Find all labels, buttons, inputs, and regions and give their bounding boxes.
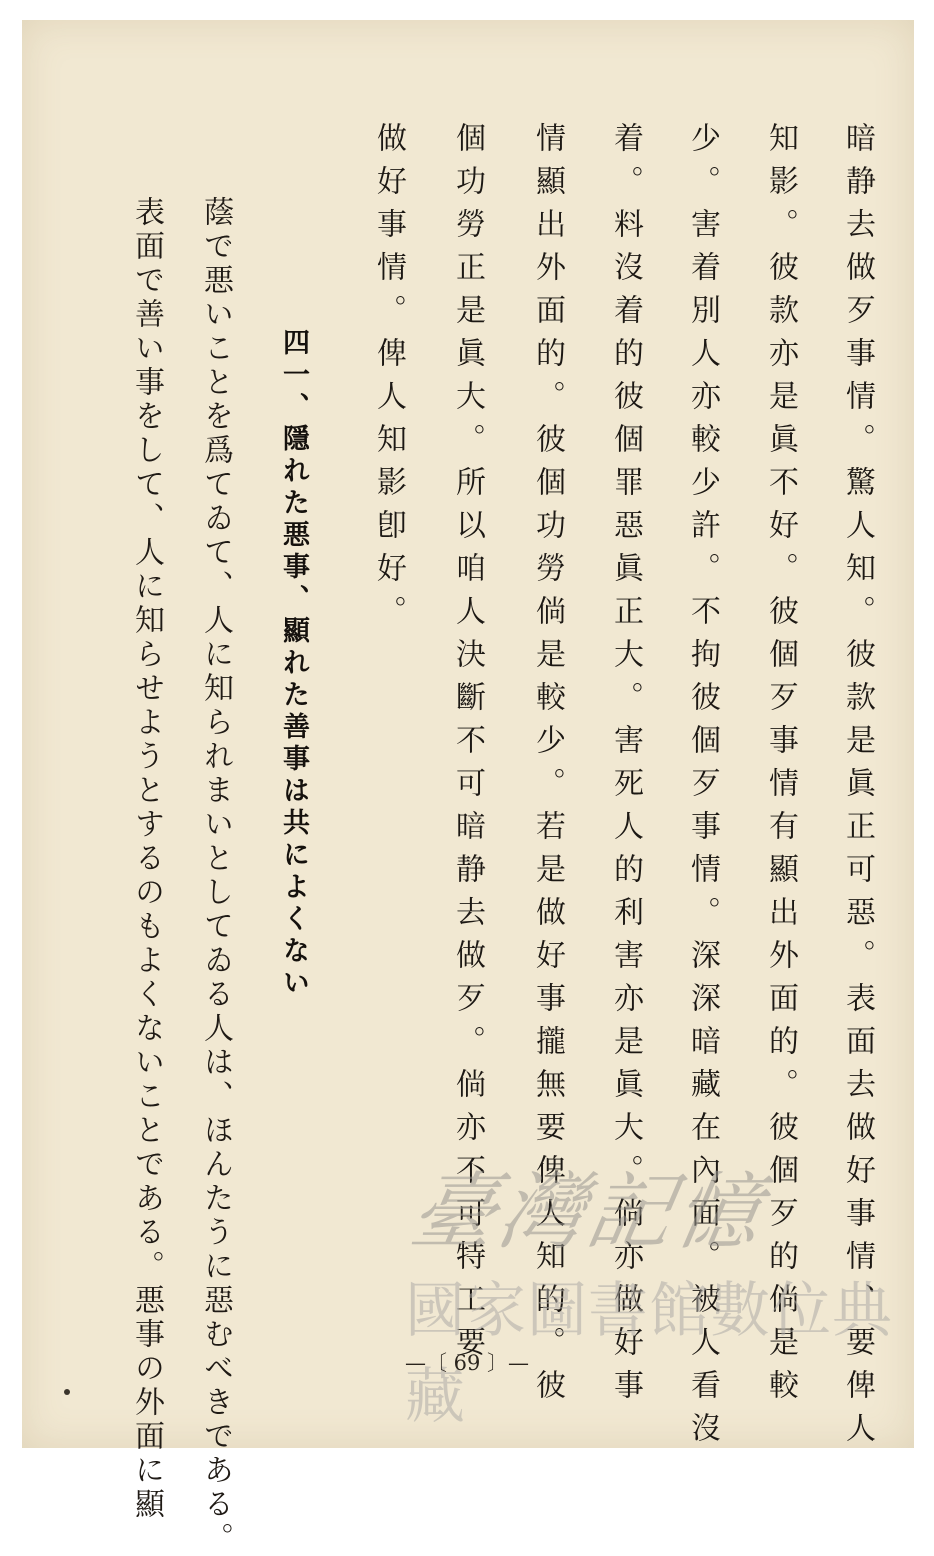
chinese-text-line-5: 情顯出外面的。彼個功勞倘是較少。若是做好事攏無要俾人知的。彼 bbox=[530, 122, 565, 1412]
chinese-text-line-3: 少。害着別人亦較少許。不拘彼個歹事情。深深暗藏在內面。被人看沒 bbox=[685, 122, 720, 1455]
chinese-text-line-4: 着。料沒着的彼個罪惡眞正大。害死人的利害亦是眞大。倘亦做好事 bbox=[608, 122, 643, 1412]
chinese-text-line-1: 暗静去做歹事情。驚人知。彼款是眞正可惡。表面去做好事情、要俾人 bbox=[840, 122, 875, 1455]
section-heading: 四一、隱れた悪事、顯れた善事は共によくない bbox=[278, 328, 309, 1000]
chinese-text-line-2: 知影。彼款亦是眞不好。彼個歹事情有顯出外面的。彼個歹的倘是較 bbox=[763, 122, 798, 1412]
translation-line-2: 表面で善い事をして、人に知らせようとするのもよくないことである。悪事の外面に顯 bbox=[129, 196, 164, 1522]
watermark-line: 國家圖書館數位典藏 bbox=[405, 1276, 893, 1432]
translation-line-1: 蔭で悪いことを爲てゐて、人に知られまいとしてゐる人は、ほんたうに惡むべきである。 bbox=[198, 196, 233, 1556]
chinese-text-line-6: 個功勞正是眞大。所以咱人決斷不可暗静去做歹。倘亦不可特工要 bbox=[450, 122, 485, 1369]
watermark-script: 臺灣記憶 bbox=[403, 1163, 773, 1261]
page-number: —〔 69 〕— bbox=[404, 1351, 530, 1375]
ink-speck bbox=[64, 1389, 70, 1395]
chinese-text-line-7: 做好事情。俾人知影卽好。 bbox=[371, 122, 406, 638]
